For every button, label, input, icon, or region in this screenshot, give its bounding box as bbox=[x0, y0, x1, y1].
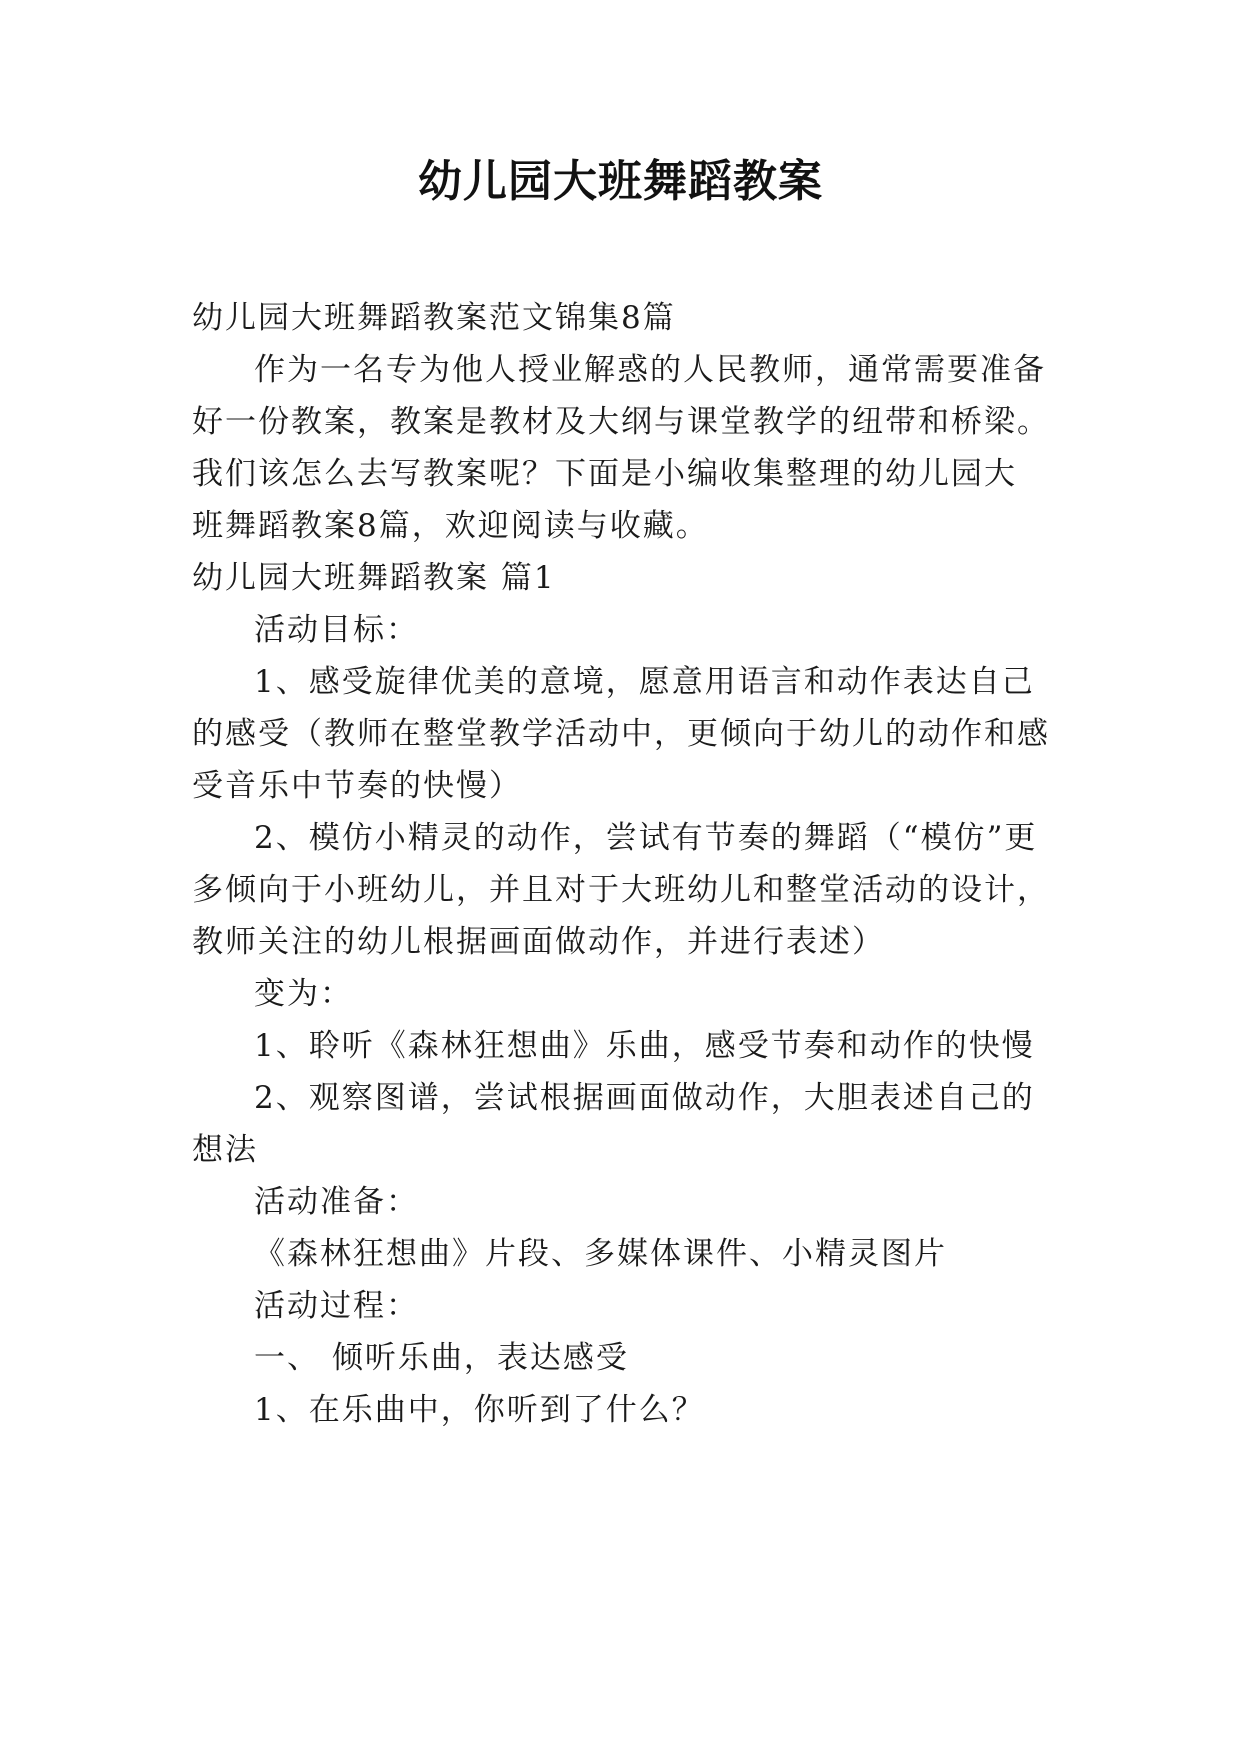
intro-line: 我们该怎么去写教案呢？下面是小编收集整理的幼儿园大 bbox=[192, 456, 1017, 492]
goal-2-paragraph bbox=[192, 812, 1072, 968]
section-heading: 幼儿园大班舞蹈教案 篇1 bbox=[192, 560, 556, 596]
prep-items: 《森林狂想曲》片段、多媒体课件、小精灵图片 bbox=[254, 1236, 947, 1272]
prep-label: 活动准备： bbox=[254, 1184, 419, 1220]
changed-item-2-line: 2、观察图谱，尝试根据画面做动作，大胆表述自己的 bbox=[254, 1080, 1035, 1116]
goal-1-line: 受音乐中节奏的快慢） bbox=[192, 768, 522, 804]
document-body bbox=[192, 292, 1072, 1436]
changed-label: 变为： bbox=[254, 976, 353, 1012]
intro-line: 好一份教案，教案是教材及大纲与课堂教学的纽带和桥梁。 bbox=[192, 404, 1050, 440]
intro-line: 作为一名专为他人授业解惑的人民教师，通常需要准备 bbox=[254, 352, 1046, 388]
process-label: 活动过程： bbox=[254, 1288, 419, 1324]
changed-item-1: 1、聆听《森林狂想曲》乐曲，感受节奏和动作的快慢 bbox=[254, 1028, 1035, 1064]
goal-1-line: 的感受（教师在整堂教学活动中，更倾向于幼儿的动作和感 bbox=[192, 716, 1050, 752]
subtitle: 幼儿园大班舞蹈教案范文锦集8篇 bbox=[192, 300, 676, 336]
goal-2-line: 2、模仿小精灵的动作，尝试有节奏的舞蹈（“模仿”更 bbox=[254, 820, 1038, 856]
process-step-one-question: 1、在乐曲中，你听到了什么？ bbox=[254, 1392, 705, 1428]
changed-item-2-line: 想法 bbox=[192, 1132, 258, 1168]
process-step-one: 一、 倾听乐曲，表达感受 bbox=[254, 1340, 629, 1376]
goals-label: 活动目标： bbox=[254, 612, 419, 648]
goal-2-line: 多倾向于小班幼儿，并且对于大班幼儿和整堂活动的设计， bbox=[192, 872, 1050, 908]
changed-item-2-paragraph bbox=[192, 1072, 1072, 1176]
goal-1-line: 1、感受旋律优美的意境，愿意用语言和动作表达自己 bbox=[254, 664, 1035, 700]
intro-paragraph bbox=[192, 344, 1072, 552]
intro-line: 班舞蹈教案8篇，欢迎阅读与收藏。 bbox=[192, 508, 709, 544]
goal-1-paragraph bbox=[192, 656, 1072, 812]
page-title: 幼儿园大班舞蹈教案 bbox=[418, 156, 823, 207]
goal-2-line: 教师关注的幼儿根据画面做动作，并进行表述） bbox=[192, 924, 885, 960]
